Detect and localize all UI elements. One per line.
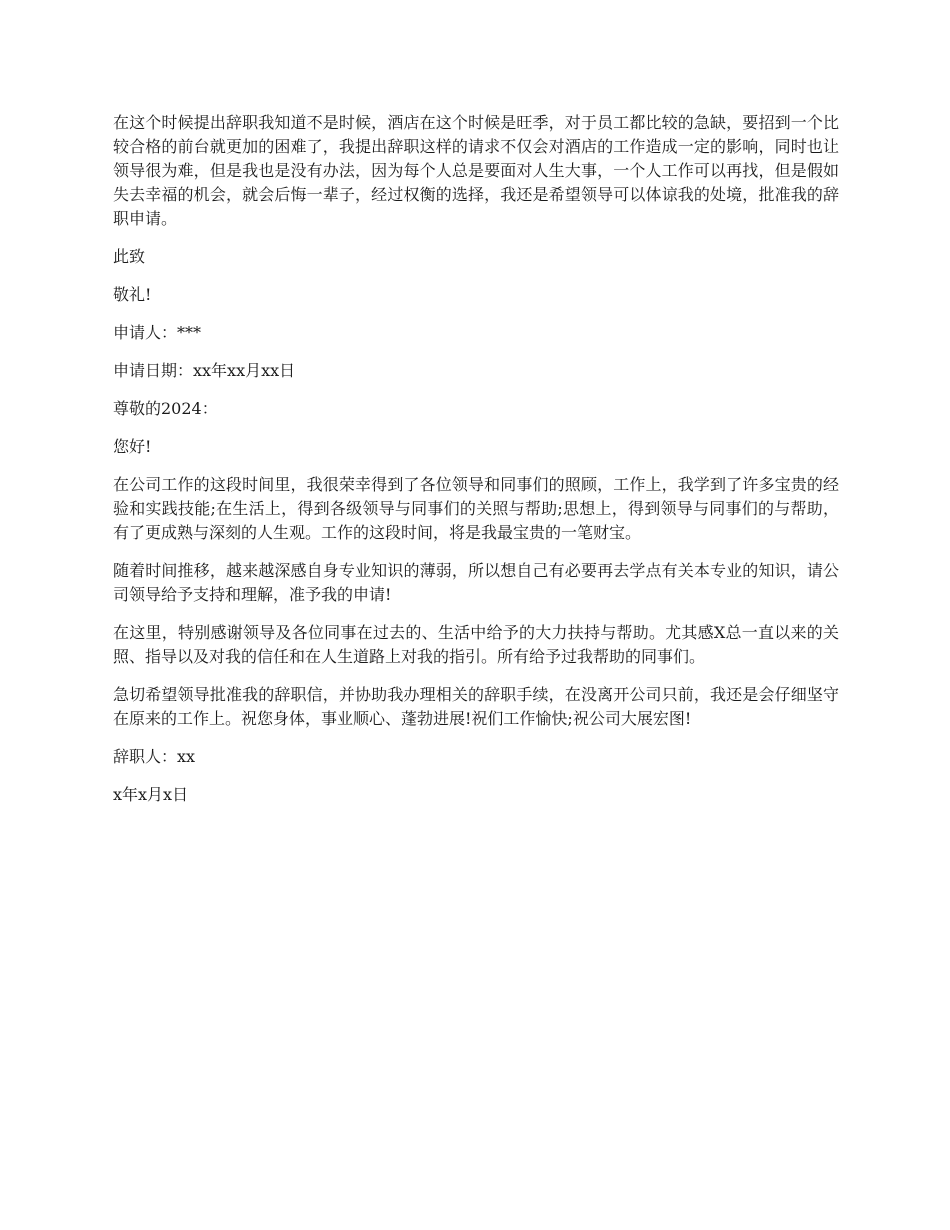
letter-greeting-addressee: 尊敬的2024：: [113, 399, 218, 418]
document-body: [113, 111, 839, 821]
application-date: 申请日期：xx年xx月xx日: [113, 361, 296, 380]
paragraph-request: 急切希望领导批准我的辞职信，并协助我办理相关的辞职手续，在没离开公司只前，我还是会仔细坚守在原来的工作上。祝您身体，事业顺心、蓬勃进展!祝们工作愉快;祝公司大展宏图!: [113, 685, 839, 728]
applicant-name: 申请人：***: [113, 323, 202, 342]
closing-salutation: 此致: [113, 247, 146, 266]
paragraph-gratitude: 在公司工作的这段时间里，我很荣幸得到了各位领导和同事们的照顾，工作上，我学到了许多宝贵的经验和实践技能;在生活上，得到各级领导与同事们的关照与帮助;思想上，得到领导与同事们的与帮助，有了更成熟与深刻的人生观。工作的这段时间，将是我最宝贵的一笔财宝。: [113, 475, 839, 542]
paragraph-resignation-reason: 在这个时候提出辞职我知道不是时候，酒店在这个时候是旺季，对于员工都比较的急缺，要招到一个比较合格的前台就更加的困难了，我提出辞职这样的请求不仅会对酒店的工作造成一定的影响，同时也让领导很为难，但是我也是没有办法，因为每个人总是要面对人生大事，一个人工作可以再找，但是假如失去幸福的机会，就会后悔一辈子，经过权衡的选择，我还是希望领导可以体谅我的处境，批准我的辞职申请。: [113, 113, 839, 228]
signature-date: x年x月x日: [113, 785, 189, 804]
paragraph-thanks: 在这里，特别感谢领导及各位同事在过去的、生活中给予的大力扶持与帮助。尤其感X总一直以来的关照、指导以及对我的信任和在人生道路上对我的指引。所有给予过我帮助的同事们。: [113, 623, 839, 666]
resigner-name: 辞职人：xx: [113, 747, 196, 766]
paragraph-further-study: 随着时间推移，越来越深感自身专业知识的薄弱，所以想自己有必要再去学点有关本专业的知识，请公司领导给予支持和理解，准予我的申请!: [113, 561, 839, 604]
letter-greeting: 您好!: [113, 437, 152, 456]
closing-respect: 敬礼!: [113, 285, 152, 304]
